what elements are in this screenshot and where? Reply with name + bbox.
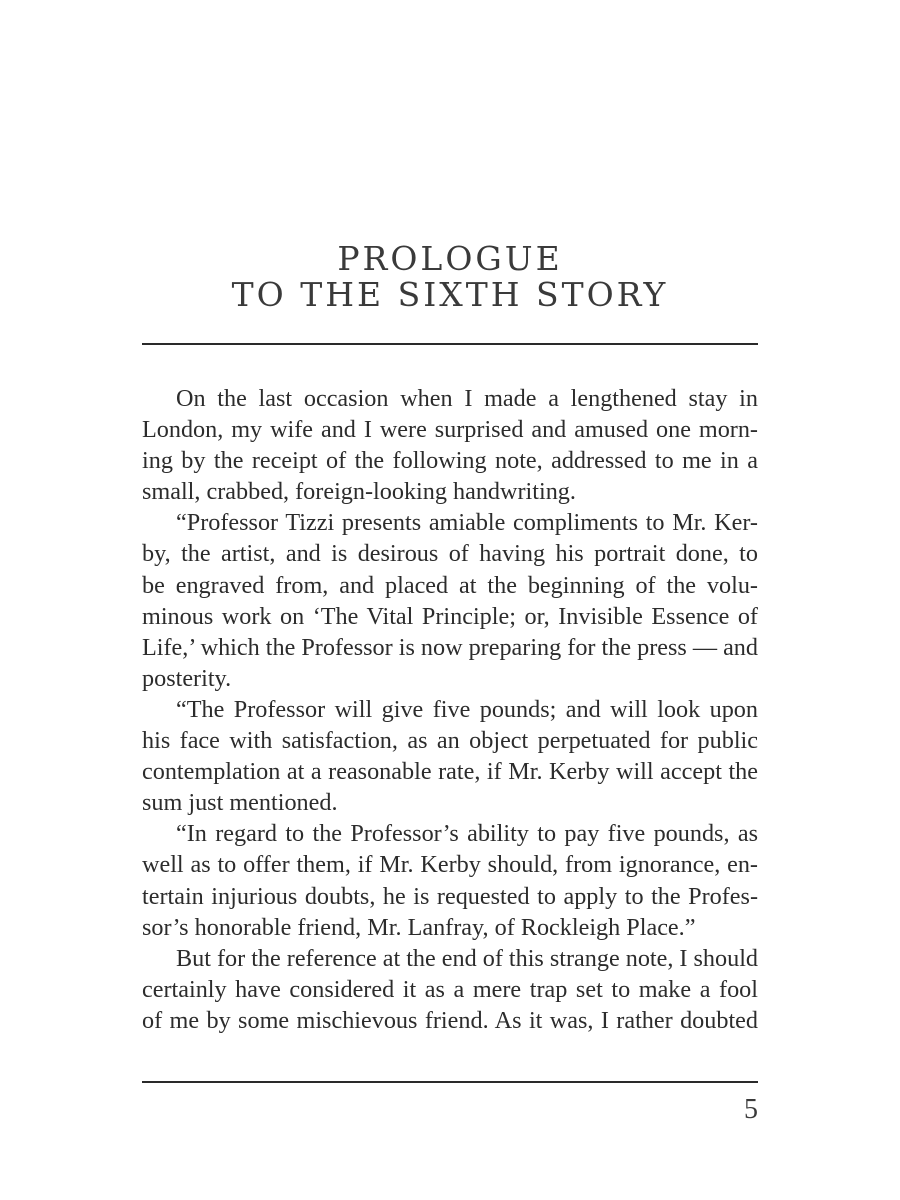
text-line: his face with satisfaction, as an object perpetuated for public — [142, 727, 758, 755]
text-line: sum just mentioned. — [142, 789, 338, 817]
text-line: “Professor Tizzi presents amiable compliments to Mr. Ker- — [176, 509, 758, 537]
text-line: sor’s honorable friend, Mr. Lanfray, of Rockleigh Place.” — [142, 913, 696, 941]
text-line: On the last occasion when I made a lengthened stay in — [176, 385, 758, 412]
text-line: minous work on ‘The Vital Principle; or, Invisible Essence of — [142, 602, 758, 630]
text-line: ing by the receipt of the following note, addressed to me in a — [142, 447, 758, 475]
bottom-rule — [142, 1081, 758, 1083]
text-line: tertain injurious doubts, he is requested to apply to the Profes- — [142, 882, 758, 910]
text-line: small, crabbed, foreign-looking handwriting. — [142, 478, 576, 506]
text-line: certainly have considered it as a mere trap set to make a fool — [142, 975, 758, 1003]
chapter-title-line-1: PROLOGUE — [337, 239, 563, 278]
text-line: “In regard to the Professor’s ability to pay five pounds, as — [176, 820, 758, 848]
text-line: London, my wife and I were surprised and amused one morn- — [142, 416, 758, 444]
text-line: be engraved from, and placed at the beginning of the volu- — [142, 571, 758, 599]
text-line: But for the reference at the end of this strange note, I should — [176, 944, 759, 972]
top-rule — [142, 343, 758, 345]
text-line: posterity. — [142, 664, 232, 692]
text-line: contemplation at a reasonable rate, if Mr. Kerby will accept the — [142, 758, 758, 786]
text-line: by, the artist, and is desirous of having his portrait done, to — [142, 540, 758, 568]
page-number: 5 — [744, 1094, 758, 1125]
chapter-title-line-2: TO THE SIXTH STORY — [231, 275, 669, 314]
body-text — [142, 383, 758, 1036]
text-line: well as to offer them, if Mr. Kerby should, from ignorance, en- — [142, 851, 758, 879]
text-line: Life,’ which the Professor is now preparing for the press — and — [142, 633, 758, 661]
text-line: of me by some mischievous friend. As it was, I rather doubted — [142, 1006, 758, 1034]
text-line: “The Professor will give five pounds; and will look upon — [176, 695, 758, 723]
